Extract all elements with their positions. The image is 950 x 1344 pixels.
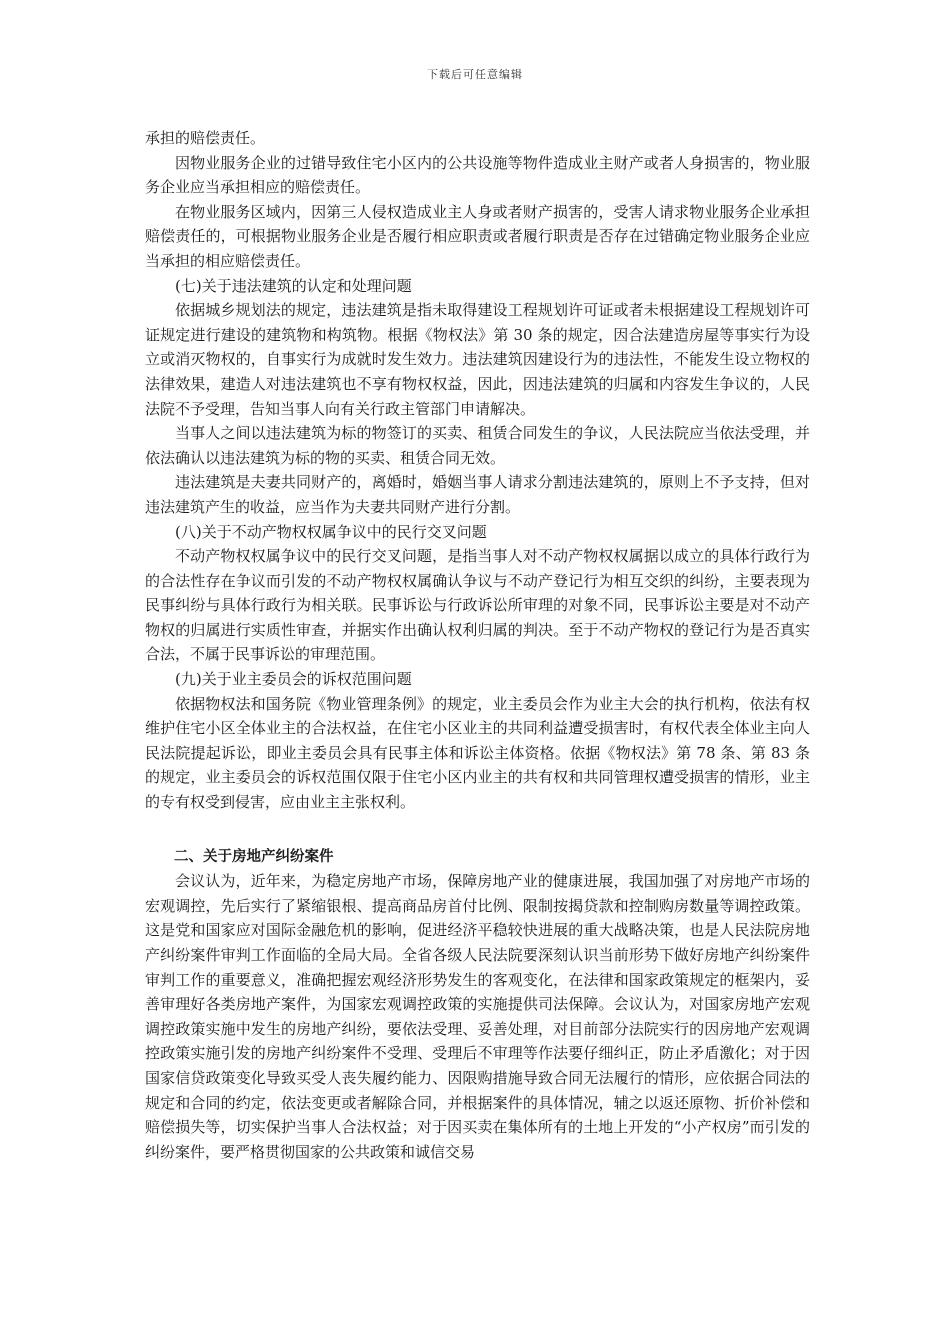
paragraph: 违法建筑是夫妻共同财产的，离婚时，婚姻当事人请求分割违法建筑的，原则上不予支持，但对违法建筑产生的收益，应当作为夫妻共同财产进行分割。 [145, 473, 810, 516]
paragraph: 会议认为，近年来，为稳定房地产市场，保障房地产业的健康进展，我国加强了对房地产市场的宏观调控，先后实行了紧缩银根、提高商品房首付比例、限制按揭贷款和控制购房数量等调控政策。这是党和国家应对国际金融危机的影响，促进经济平稳较快进展的重大战略决策，也是人民法院房地产纠纷案件审判工作面临的全局大局。全省各级人民法院要深刻认识当前形势下做好房地产纠纷案件审判工作的重要意义，准确把握宏观经济形势发生的客观变化，在法律和国家政策规定的框架内，妥善审理好各类房地产案件，为国家宏观调控政策的实施提供司法保障。会议认为，对国家房地产宏观调控政策实施中发生的房地产纠纷，要依法受理、妥善处理，对目前部分法院实行的因房地产宏观调控政策实施引发的房地产纠纷案件不受理、受理后不审理等作法要仔细纠正，防止矛盾激化；对于因国家信贷政策变化导致买受人丧失履约能力、因限购措施导致合同无法履行的情形，应依据合同法的规定和合同的约定，依法变更或者解除合同，并根据案件的具体情况，辅之以返还原物、折价补偿和赔偿损失等，切实保护当事人合法权益；对于因买卖在集体所有的土地上开发的“小产权房”而引发的纠纷案件，要严格贯彻国家的公共政策和诚信交易 [145, 872, 810, 1161]
subsection-heading: (八)关于不动产物权权属争议中的民行交叉问题 [175, 522, 487, 541]
subsection-heading: (九)关于业主委员会的诉权范围问题 [175, 670, 412, 689]
section-title: 二、关于房地产纠纷案件 [174, 848, 334, 865]
paragraph: 不动产物权权属争议中的民行交叉问题，是指当事人对不动产物权权属据以成立的具体行政行为的合法性存在争议而引发的不动产物权权属确认争议与不动产登记行为相互交织的纠纷，主要表现为民事纠纷与具体行政行为相关联。民事诉讼与行政诉讼所审理的对象不同，民事诉讼主要是对不动产物权的归属进行实质性审查，并据实作出确认权利归属的判决。至于不动产物权的登记行为是否真实合法，不属于民事诉讼的审理范围。 [145, 547, 810, 664]
page-header: 下载后可任意编辑 [427, 68, 523, 81]
paragraph: 当事人之间以违法建筑为标的物签订的买卖、租赁合同发生的争议，人民法院应当依法受理，并依法确认以违法建筑为标的物的买卖、租赁合同无效。 [145, 424, 810, 467]
paragraph: 因物业服务企业的过错导致住宅小区内的公共设施等物件造成业主财产或者人身损害的，物业服务企业应当承担相应的赔偿责任。 [145, 153, 810, 197]
paragraph: 依据物权法和国务院《物业管理条例》的规定，业主委员会作为业主大会的执行机构，依法有权维护住宅小区全体业主的合法权益，在住宅小区业主的共同利益遭受损害时，有权代表全体业主向人民法院提起诉讼，即业主委员会具有民事主体和诉讼主体资格。依据《物权法》第 78 条、第 83 条的规定，业主委员会的诉权范围仅限于住宅小区内业主的共有权和共同管理权遭受损害的情形，业主的专有权受到侵害，应由业主主张权利。 [145, 694, 810, 812]
subsection-heading: (七)关于违法建筑的认定和处理问题 [175, 276, 412, 295]
paragraph: 承担的赔偿责任。 [145, 129, 266, 147]
paragraph: 在物业服务区域内，因第三人侵权造成业主人身或者财产损害的，受害人请求物业服务企业承担赔偿责任的，可根据物业服务企业是否履行相应职责或者履行职责是否存在过错确定物业服务企业应当承担的相应赔偿责任。 [145, 202, 810, 270]
paragraph: 依据城乡规划法的规定，违法建筑是指未取得建设工程规划许可证或者未根据建设工程规划许可证规定进行建设的建筑物和构筑物。根据《物权法》第 30 条的规定，因合法建造房屋等事实行为设立或消灭物权的，自事实行为成就时发生效力。违法建筑因建设行为的违法性，不能发生设立物权的法律效果，建造人对违法建筑也不享有物权权益，因此，因违法建筑的归属和内容发生争议的，人民法院不予受理，告知当事人向有关行政主管部门申请解决。 [145, 301, 810, 418]
document-body [145, 126, 810, 1164]
